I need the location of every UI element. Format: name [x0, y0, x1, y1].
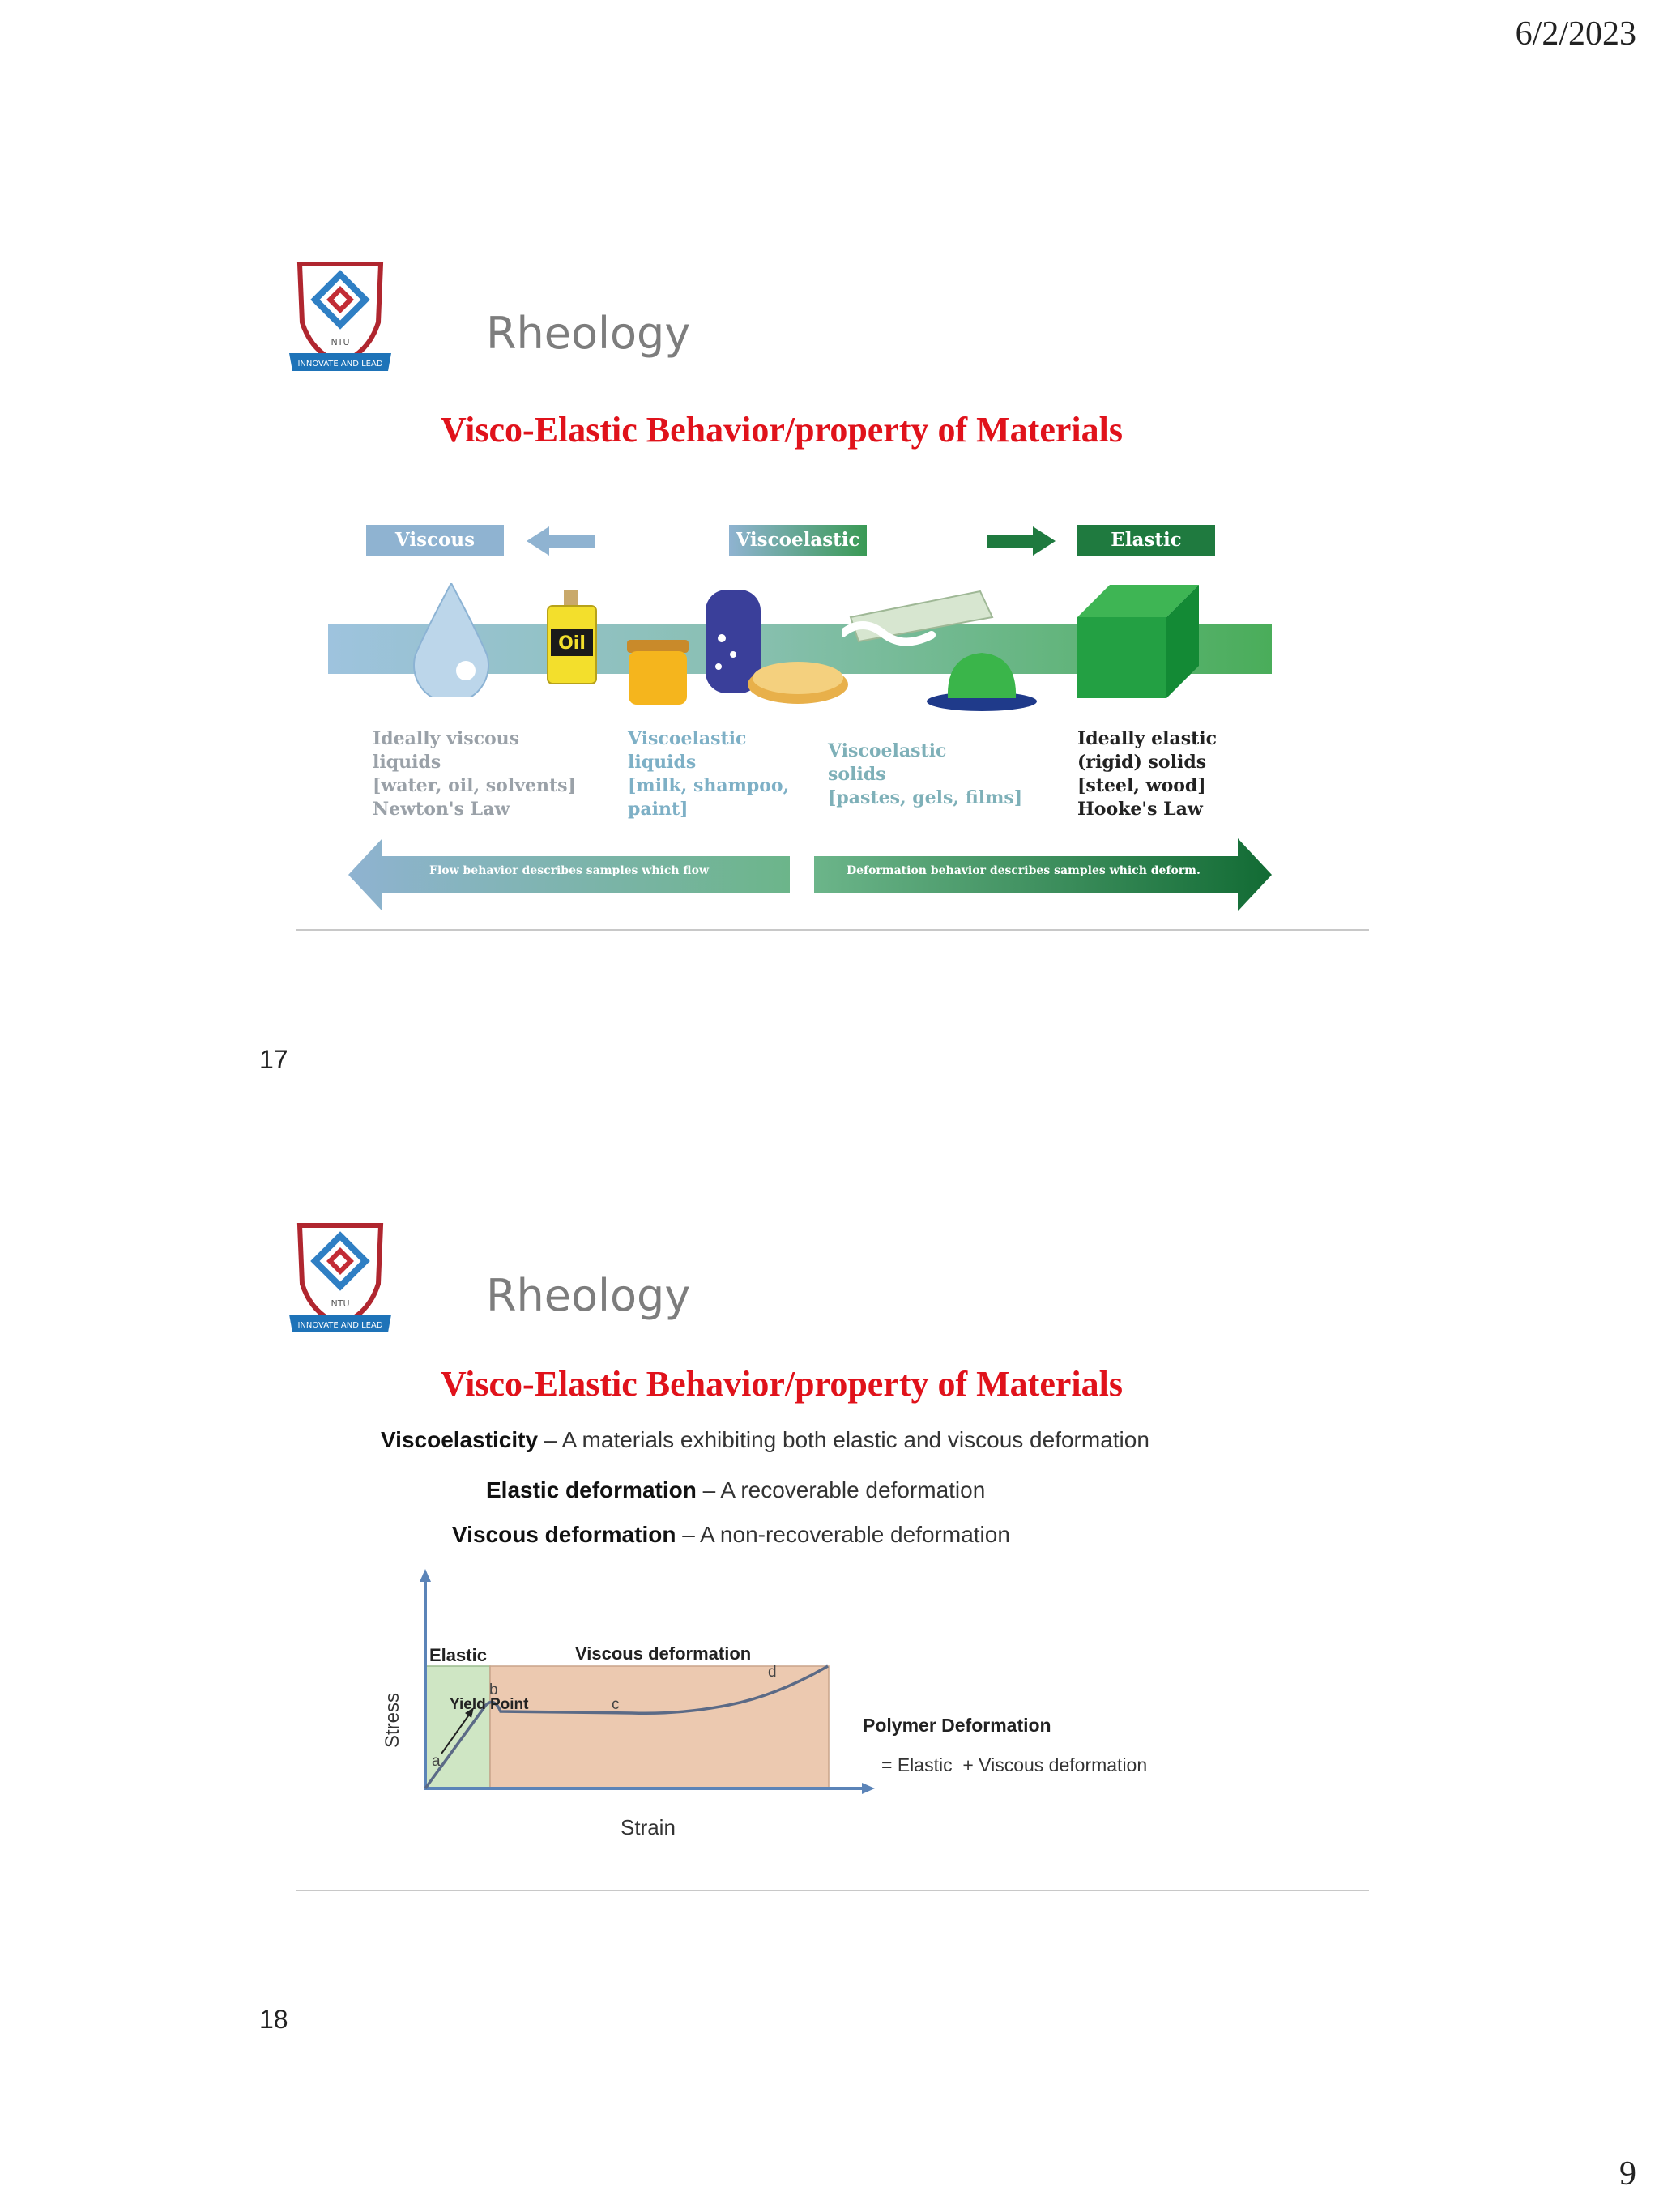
stress-strain-svg — [373, 1567, 891, 1859]
slide-subtitle: Visco-Elastic Behavior/property of Materials — [441, 410, 1123, 450]
desc-viscoelastic-solids: Viscoelastic solids [pastes, gels, films] — [828, 740, 1023, 808]
y-axis-arrowhead — [420, 1569, 431, 1582]
solid-cube-icon — [1077, 585, 1199, 702]
point-b-label: b — [489, 1681, 498, 1698]
page-date: 6/2/2023 — [1515, 15, 1636, 53]
jelly-icon — [923, 648, 1041, 717]
left-arrow-icon — [527, 525, 595, 561]
definition-viscoelasticity: Viscoelasticity – A materials exhibiting both elastic and viscous deformation — [381, 1427, 1149, 1452]
slide-rule — [296, 1890, 1369, 1891]
polymer-deformation-equation: = Elastic + Viscous deformation — [881, 1754, 1148, 1775]
definition-viscous: Viscous deformation – A non-recoverable deformation — [452, 1522, 1010, 1547]
desc-ideally-elastic: Ideally elastic (rigid) solids [steel, wood] Hooke's Law — [1077, 728, 1217, 820]
stress-strain-diagram — [373, 1567, 891, 1859]
polymer-deformation-title: Polymer Deformation — [863, 1715, 1051, 1736]
viscous-label: Viscous — [366, 525, 504, 556]
yield-point-label: Yield Point — [450, 1696, 529, 1713]
deformation-behavior-text: Deformation behavior describes samples which deform. — [847, 864, 1201, 877]
viscoelastic-label: Viscoelastic — [729, 525, 867, 556]
ntu-logo — [288, 258, 393, 379]
slide-title: Rheology — [486, 1270, 691, 1321]
svg-text:Oil: Oil — [558, 633, 586, 654]
page-number: 9 — [1619, 2155, 1636, 2193]
paste-dish-icon — [741, 644, 855, 713]
desc-ideally-viscous: Ideally viscous liquids [water, oil, solvents] Newton's Law — [373, 728, 576, 820]
svg-text:NTU: NTU — [331, 337, 350, 347]
desc-viscoelastic-liquids: Viscoelastic liquids [milk, shampoo, paint] — [628, 728, 790, 820]
water-drop-icon — [409, 583, 494, 701]
point-c-label: c — [612, 1696, 620, 1713]
elastic-label: Elastic — [1077, 525, 1215, 556]
svg-text:INNOVATE AND LEAD: INNOVATE AND LEAD — [297, 1321, 383, 1330]
right-arrow-icon — [987, 525, 1056, 561]
x-axis-arrowhead — [862, 1783, 875, 1794]
point-a-label: a — [432, 1753, 441, 1770]
svg-text:NTU: NTU — [331, 1298, 350, 1309]
slide-rule — [296, 929, 1369, 931]
slide-18 — [0, 1134, 1659, 2187]
slide-subtitle: Visco-Elastic Behavior/property of Materials — [441, 1364, 1123, 1404]
honey-jar-icon — [624, 640, 693, 713]
slide-title: Rheology — [486, 308, 691, 359]
slide-number: 18 — [259, 2005, 288, 2034]
definition-elastic: Elastic deformation – A recoverable deformation — [486, 1477, 986, 1502]
oil-bottle-icon — [543, 590, 601, 691]
ntu-logo — [288, 1219, 393, 1340]
viscous-region — [490, 1666, 829, 1788]
point-d-label: d — [768, 1664, 777, 1681]
flow-behavior-text: Flow behavior describes samples which flow — [429, 864, 709, 877]
viscous-region-label: Viscous deformation — [575, 1643, 752, 1664]
slide-number: 17 — [259, 1045, 288, 1074]
svg-text:INNOVATE AND LEAD: INNOVATE AND LEAD — [297, 360, 383, 369]
elastic-region-label: Elastic — [429, 1645, 487, 1665]
stress-axis-label: Stress — [382, 1692, 403, 1748]
strain-axis-label: Strain — [621, 1815, 676, 1839]
viscoelastic-spectrum-graphic — [324, 510, 1276, 915]
